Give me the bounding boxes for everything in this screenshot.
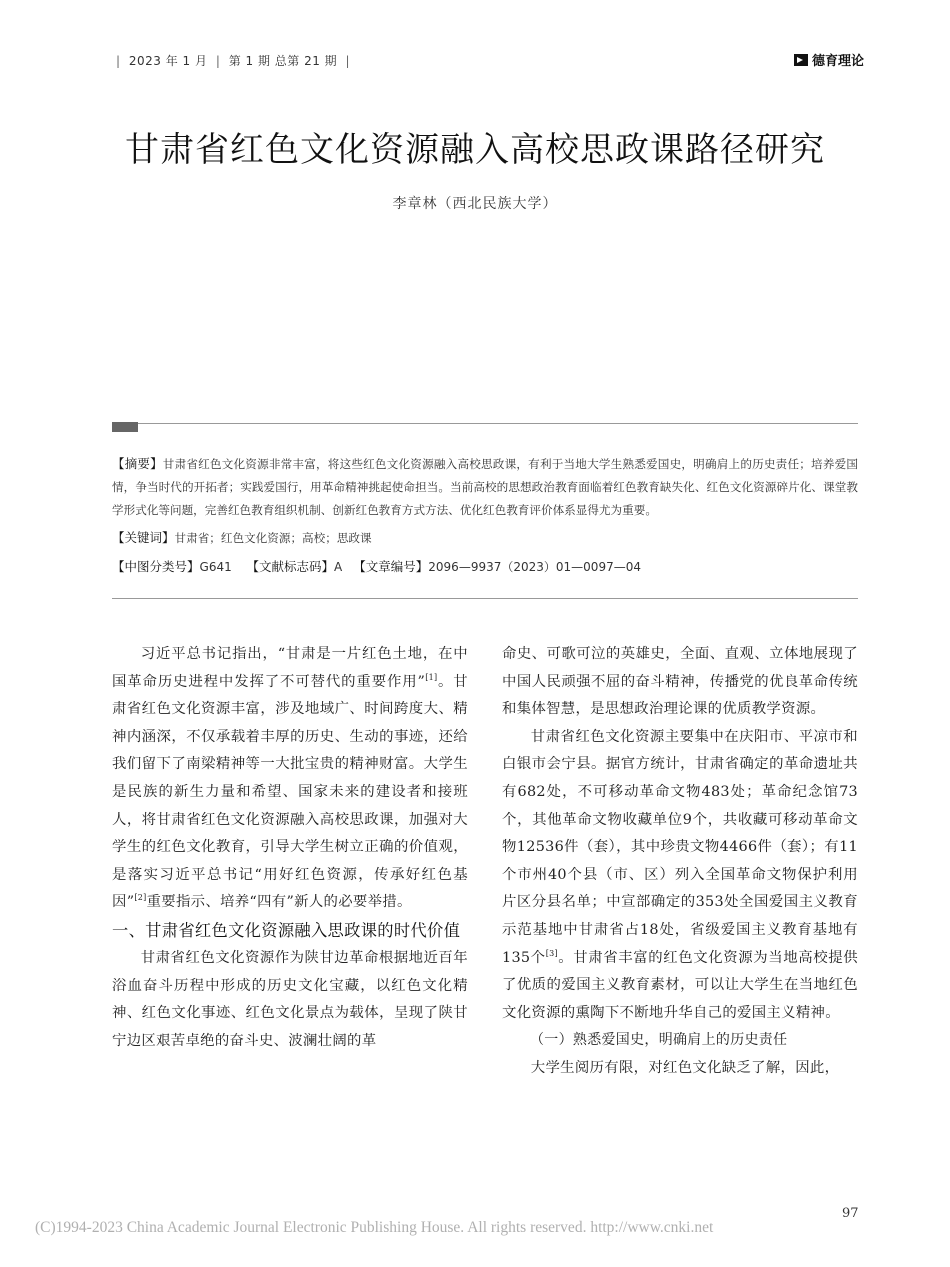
paragraph: 命史、可歌可泣的英雄史，全面、直观、立体地展现了中国人民顽强不屈的奋斗精神，传播党的优良革命传统和集体智慧，是思想政治理论课的优质教学资源。	[502, 646, 858, 718]
paragraph-text: 重要指示、培养“四有”新人的必要举措。	[146, 894, 412, 911]
paragraph-text: 习近平总书记指出，“甘肃是一片红色土地，在中国革命历史进程中发挥了不可替代的重要作用”	[112, 646, 468, 690]
paragraph-text: 甘肃省红色文化资源主要集中在庆阳市、平凉市和白银市会宁县。据官方统计，甘肃省确定的革命遗址共有682处，不可移动革命文物483处；革命纪念馆73个，其他革命文物收藏单位9个，共收藏可移动革命文物12536件（套），其中珍贵文物4466件（套）；有11个市州40个县（市、区）列入全国革命文物保护利用片区分县名单；中宣部确定的353处全国爱国主义教育示范基地中甘肃省占18处，省级爱国主义教育基地有135个	[502, 728, 858, 966]
header-issue: 第 1 期 总第 21 期	[228, 54, 338, 68]
header-divider: |	[345, 54, 351, 68]
keywords-label: 【关键词】	[112, 530, 175, 545]
header-date: 2023 年 1 月	[128, 54, 208, 68]
paragraph-text: 。甘肃省红色文化资源丰富，涉及地域广、时间跨度大、精神内涵深，不仅承载着丰厚的历史、生动的事迹，还给我们留下了南梁精神等一大批宝贵的精神财富。大学生是民族的新生力量和希望、国家未来的建设者和接班人，将甘肃省红色文化资源融入高校思政课，加强对大学生的红色文化教育，引导大学生树立正确的价值观，是落实习近平总书记“用好红色资源，传承好红色基因”	[112, 673, 468, 911]
divider-accent-block	[112, 422, 138, 432]
page-number: 97	[842, 1206, 859, 1221]
top-divider	[112, 423, 858, 424]
clc-label: 【中图分类号】	[112, 559, 200, 574]
paragraph-text: 。甘肃省丰富的红色文化资源为当地高校提供了优质的爱国主义教育素材，可以让大学生在当地红色文化资源的熏陶下不断地升华自己的爱国主义精神。	[502, 949, 858, 1021]
journal-section-label	[794, 50, 864, 69]
abstract-text: 甘肃省红色文化资源非常丰富，将这些红色文化资源融入高校思政课，有利于当地大学生熟悉爱国史，明确肩上的历史责任；培养爱国情，争当时代的开拓者；实践爱国行，用革命精神挑起使命担当。当前高校的思想政治教育面临着红色教育缺失化、红色文化资源碎片化、课堂教学形式化等问题，完善红色教育组织机制、创新红色教育方式方法、优化红色教育评价体系显得尤为重要。	[112, 457, 858, 517]
article-author: 李章林（西北民族大学）	[392, 196, 558, 212]
article-number-value: 2096—9937（2023）01—0097—04	[428, 560, 641, 574]
doc-code-label: 【文献标志码】	[246, 559, 334, 574]
body-column-left	[112, 641, 468, 1055]
subsection-heading: （一）熟悉爱国史，明确肩上的历史责任	[530, 1032, 788, 1049]
abstract-label: 【摘要】	[112, 456, 163, 471]
journal-section-name: 德育理论	[811, 54, 864, 69]
article-title: 甘肃省红色文化资源融入高校思政课路径研究	[125, 130, 825, 170]
header-divider: |	[116, 54, 121, 68]
clc-value: G641	[199, 560, 232, 574]
abstract	[112, 452, 858, 522]
citation-ref: [3]	[545, 948, 558, 958]
paragraph	[502, 724, 858, 1028]
doc-code-value: A	[333, 560, 343, 574]
bottom-divider	[112, 598, 858, 599]
header-divider: |	[215, 54, 221, 68]
keywords-text: 甘肃省；红色文化资源；高校；思政课	[174, 531, 372, 545]
running-header	[112, 52, 354, 69]
paragraph	[112, 641, 468, 917]
copyright-watermark: (C)1994-2023 China Academic Journal Electronic Publishing House. All rights reserved. http://www.cnki.net	[35, 1219, 714, 1236]
section-heading: 一、甘肃省红色文化资源融入思政课的时代价值	[112, 920, 461, 940]
paragraph: 甘肃省红色文化资源作为陕甘边革命根据地近百年浴血奋斗历程中形成的历史文化宝藏，以红色文化精神、红色文化事迹、红色文化景点为载体，呈现了陕甘宁边区艰苦卓绝的奋斗史、波澜壮阔的革	[112, 949, 468, 1049]
paragraph: 大学生阅历有限，对红色文化缺乏了解，因此，	[530, 1059, 840, 1076]
article-number-label: 【文章编号】	[353, 559, 429, 574]
citation-ref: [1]	[425, 672, 438, 682]
citation-ref: [2]	[134, 893, 147, 903]
keywords	[112, 528, 858, 546]
body-column-right	[502, 641, 858, 1083]
classification-line	[112, 557, 858, 575]
arrow-mark-icon	[794, 53, 808, 67]
